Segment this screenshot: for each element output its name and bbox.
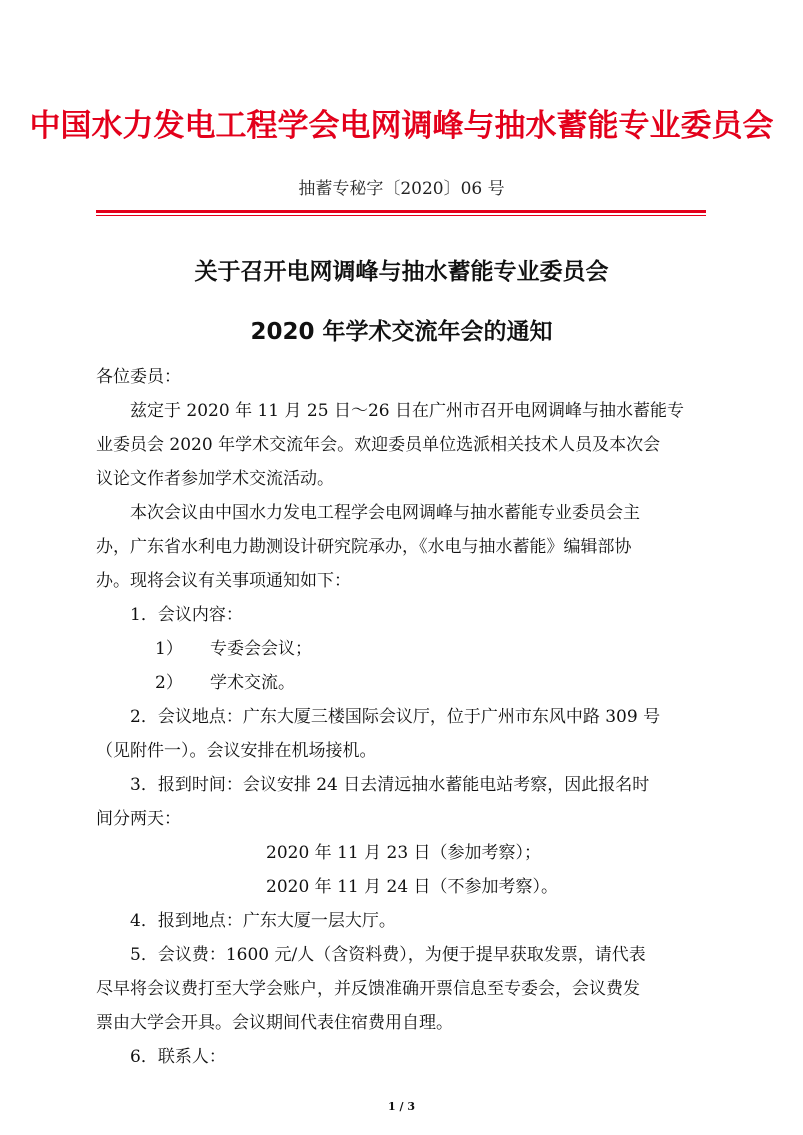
item-5-line-3: 票由大学会开具。会议期间代表住宿费用自理。 xyxy=(96,1013,453,1033)
item-5-line-2: 尽早将会议费打至大学会账户，并反馈准确开票信息至专委会，会议费发 xyxy=(96,979,640,999)
header-divider-thick xyxy=(96,210,706,213)
item-5-line-1: 5．会议费：1600 元/人（含资料费），为便于提早获取发票，请代表 xyxy=(130,945,646,965)
paragraph-2-line-1: 本次会议由中国水力发电工程学会电网调峰与抽水蓄能专业委员会主 xyxy=(130,503,640,523)
paragraph-1-line-2: 业委员会 2020 年学术交流年会。欢迎委员单位选派相关技术人员及本次会 xyxy=(96,435,661,455)
item-1-sub-2-text: 学术交流。 xyxy=(210,673,295,693)
paragraph-2-line-3: 办。现将会议有关事项通知如下： xyxy=(96,571,351,591)
document-number: 抽蓄专秘字〔2020〕06 号 xyxy=(298,179,505,199)
page-number: 1 / 3 xyxy=(388,1100,415,1113)
salutation: 各位委员： xyxy=(96,367,181,387)
paragraph-1-line-3: 议论文作者参加学术交流活动。 xyxy=(96,469,334,489)
item-6: 6．联系人： xyxy=(130,1047,226,1067)
item-1-heading: 1．会议内容： xyxy=(130,605,243,625)
item-1-sub-1-text: 专委会会议； xyxy=(210,639,312,659)
item-3-date-2: 2020 年 11 月 24 日（不参加考察）。 xyxy=(266,877,559,897)
notice-title-line-1: 关于召开电网调峰与抽水蓄能专业委员会 xyxy=(194,259,609,285)
header-divider-thin xyxy=(96,215,706,216)
item-2-line-1: 2．会议地点：广东大厦三楼国际会议厅，位于广州市东风中路 309 号 xyxy=(130,707,661,727)
org-title: 中国水力发电工程学会电网调峰与抽水蓄能专业委员会 xyxy=(29,108,774,144)
item-3-line-1: 3．报到时间：会议安排 24 日去清远抽水蓄能电站考察，因此报名时 xyxy=(130,775,650,795)
item-1-sub-1-number: 1） xyxy=(155,639,183,659)
paragraph-1-line-1: 兹定于 2020 年 11 月 25 日～26 日在广州市召开电网调峰与抽水蓄能专 xyxy=(130,401,684,421)
notice-title-line-2: 2020 年学术交流年会的通知 xyxy=(250,319,553,345)
item-1-sub-2-number: 2） xyxy=(155,673,183,693)
item-4: 4．报到地点：广东大厦一层大厅。 xyxy=(130,911,396,931)
paragraph-2-line-2: 办，广东省水利电力勘测设计研究院承办，《水电与抽水蓄能》编辑部协 xyxy=(96,537,632,557)
item-2-line-2: （见附件一）。会议安排在机场接机。 xyxy=(96,741,377,761)
item-3-date-1: 2020 年 11 月 23 日（参加考察）； xyxy=(266,843,542,863)
item-3-line-2: 间分两天： xyxy=(96,809,181,829)
